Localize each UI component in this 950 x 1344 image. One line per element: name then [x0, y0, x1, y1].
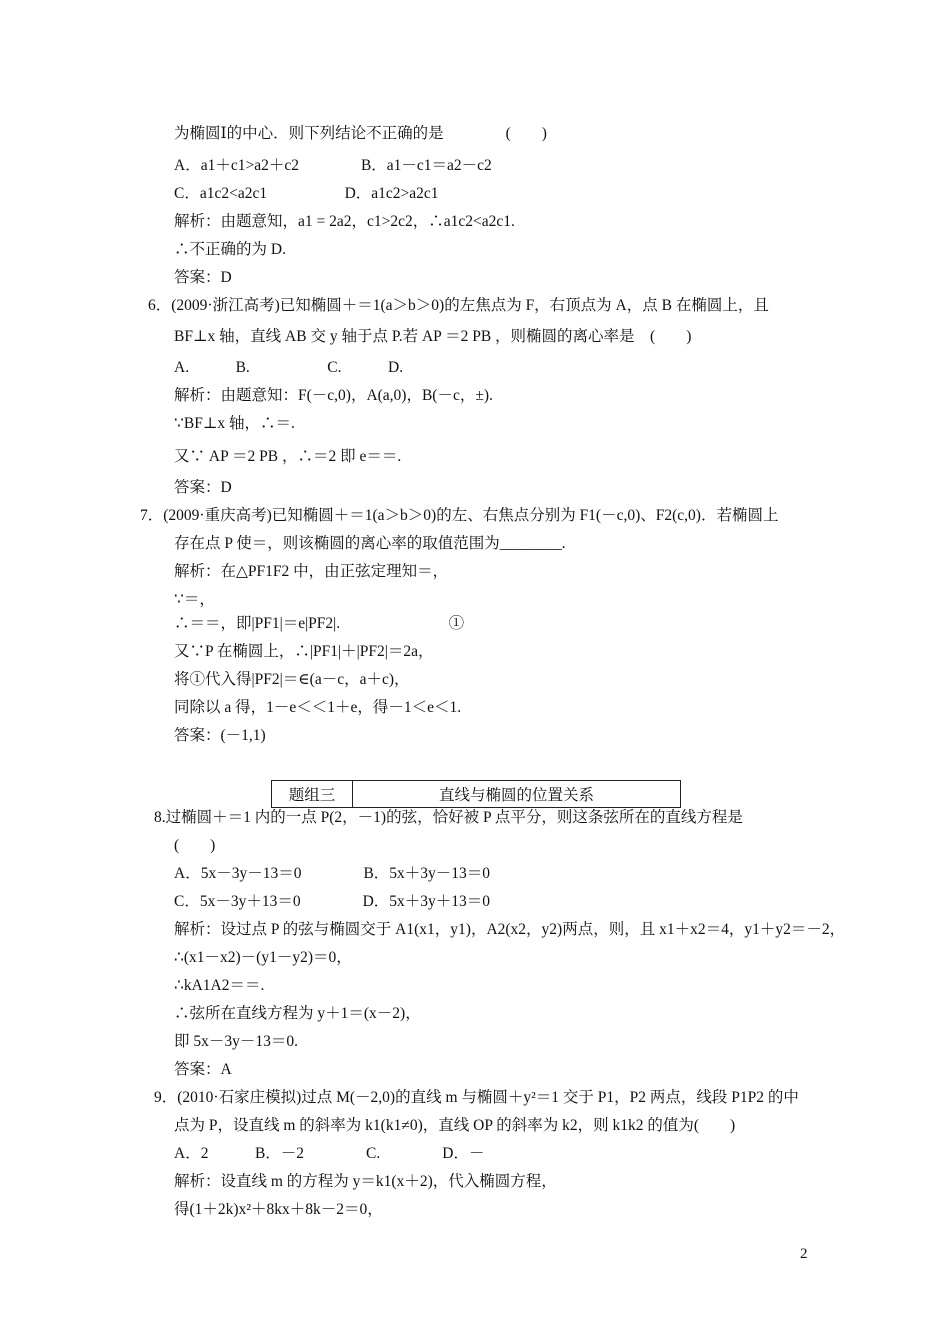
question-6: 6．(2009·浙江高考)已知椭圆＋＝1(a＞b＞0)的左焦点为 F，右顶点为 A，点 B 在椭圆上，且 — [148, 297, 769, 314]
text-line: A. B. C. D. — [174, 359, 404, 376]
text-line: 同除以 a 得，1－e＜＜1＋e，得－1＜e＜1. — [174, 699, 462, 716]
text-line: 解析：设直线 m 的方程为 y＝k1(x＋2)，代入椭圆方程， — [174, 1173, 557, 1190]
text-line: 解析：在△PF1F2 中，由正弦定理知＝， — [174, 563, 449, 580]
text-line: ∴＝＝，即|PF1|＝e|PF2|. ① — [174, 615, 465, 632]
text-line: ∵＝， — [174, 591, 215, 608]
question-7: 7．(2009·重庆高考)已知椭圆＋＝1(a＞b＞0)的左、右焦点分别为 F1(－c,0)、F2(c,0)．若椭圆上 — [140, 507, 779, 524]
page-number: 2 — [800, 1246, 808, 1262]
text-line: 即 5x－3y－13＝0. — [174, 1033, 299, 1050]
section-header-box — [271, 780, 681, 808]
text-line: ∵BF⊥x 轴，∴＝. — [174, 415, 295, 432]
text-line: 将①代入得|PF2|＝∈(a－c，a＋c)， — [174, 671, 410, 688]
text-line: ∴不正确的为 D. — [174, 241, 286, 258]
group-title: 直线与椭圆的位置关系 — [438, 787, 594, 804]
text-line: ∴kA1A2＝＝. — [174, 977, 265, 994]
question-8: 8.过椭圆＋＝1 内的一点 P(2，－1)的弦，恰好被 P 点平分，则这条弦所在的直线方程是 — [154, 809, 743, 826]
text-line: 存在点 P 使＝，则该椭圆的离心率的取值范围为________. — [174, 535, 566, 552]
text-line: ( ) — [174, 837, 216, 854]
text-line: 又∵ AP ＝2 PB ，∴＝2 即 e＝＝. — [174, 448, 402, 465]
text-line: 得(1＋2k)x²＋8kx＋8k－2＝0， — [174, 1201, 383, 1218]
text-line: ∴弦所在直线方程为 y＋1＝(x－2)， — [174, 1005, 421, 1022]
text-line: ∴(x1－x2)－(y1－y2)＝0， — [174, 949, 352, 966]
group-label: 题组三 — [272, 781, 353, 807]
text-line: 解析：由题意知：F(－c,0)，A(a,0)，B(－c，±). — [174, 387, 493, 404]
text-line: C．a1c2<a2c1 D．a1c2>a2c1 — [174, 185, 439, 202]
text-line: A．5x－3y－13＝0 B．5x＋3y－13＝0 — [174, 865, 491, 882]
text-line: A．2 B．－2 C. D．－ — [174, 1145, 485, 1162]
text-line: C．5x－3y＋13＝0 D．5x＋3y＋13＝0 — [174, 893, 491, 910]
text-line: 为椭圆Ⅰ的中心．则下列结论不正确的是 ( ) — [174, 125, 547, 142]
question-9: 9．(2010·石家庄模拟)过点 M(－2,0)的直线 m 与椭圆＋y²＝1 交于 P1，P2 两点，线段 P1P2 的中 — [154, 1089, 799, 1106]
text-line: BF⊥x 轴，直线 AB 交 y 轴于点 P.若 AP ＝2 PB ，则椭圆的离心率是 ( ) — [174, 328, 692, 345]
text-line: A．a1＋c1>a2＋c2 B．a1－c1＝a2－c2 — [174, 157, 492, 174]
text-line: 点为 P，设直线 m 的斜率为 k1(k1≠0)，直线 OP 的斜率为 k2，则 k1k2 的值为( ) — [174, 1117, 736, 1134]
text-line: 答案：D — [174, 269, 232, 286]
text-line: 答案：D — [174, 479, 232, 496]
text-line: 答案：(－1,1) — [174, 727, 266, 744]
text-line: 解析：设过点 P 的弦与椭圆交于 A1(x1，y1)，A2(x2，y2)两点，则，且 x1＋x2＝4，y1＋y2＝－2， — [174, 921, 846, 938]
text-line: 答案：A — [174, 1061, 232, 1078]
text-line: 解析：由题意知，a1 = 2a2，c1>2c2，∴a1c2<a2c1. — [174, 213, 515, 230]
text-line: 又∵P 在椭圆上，∴|PF1|＋|PF2|＝2a， — [174, 643, 434, 660]
